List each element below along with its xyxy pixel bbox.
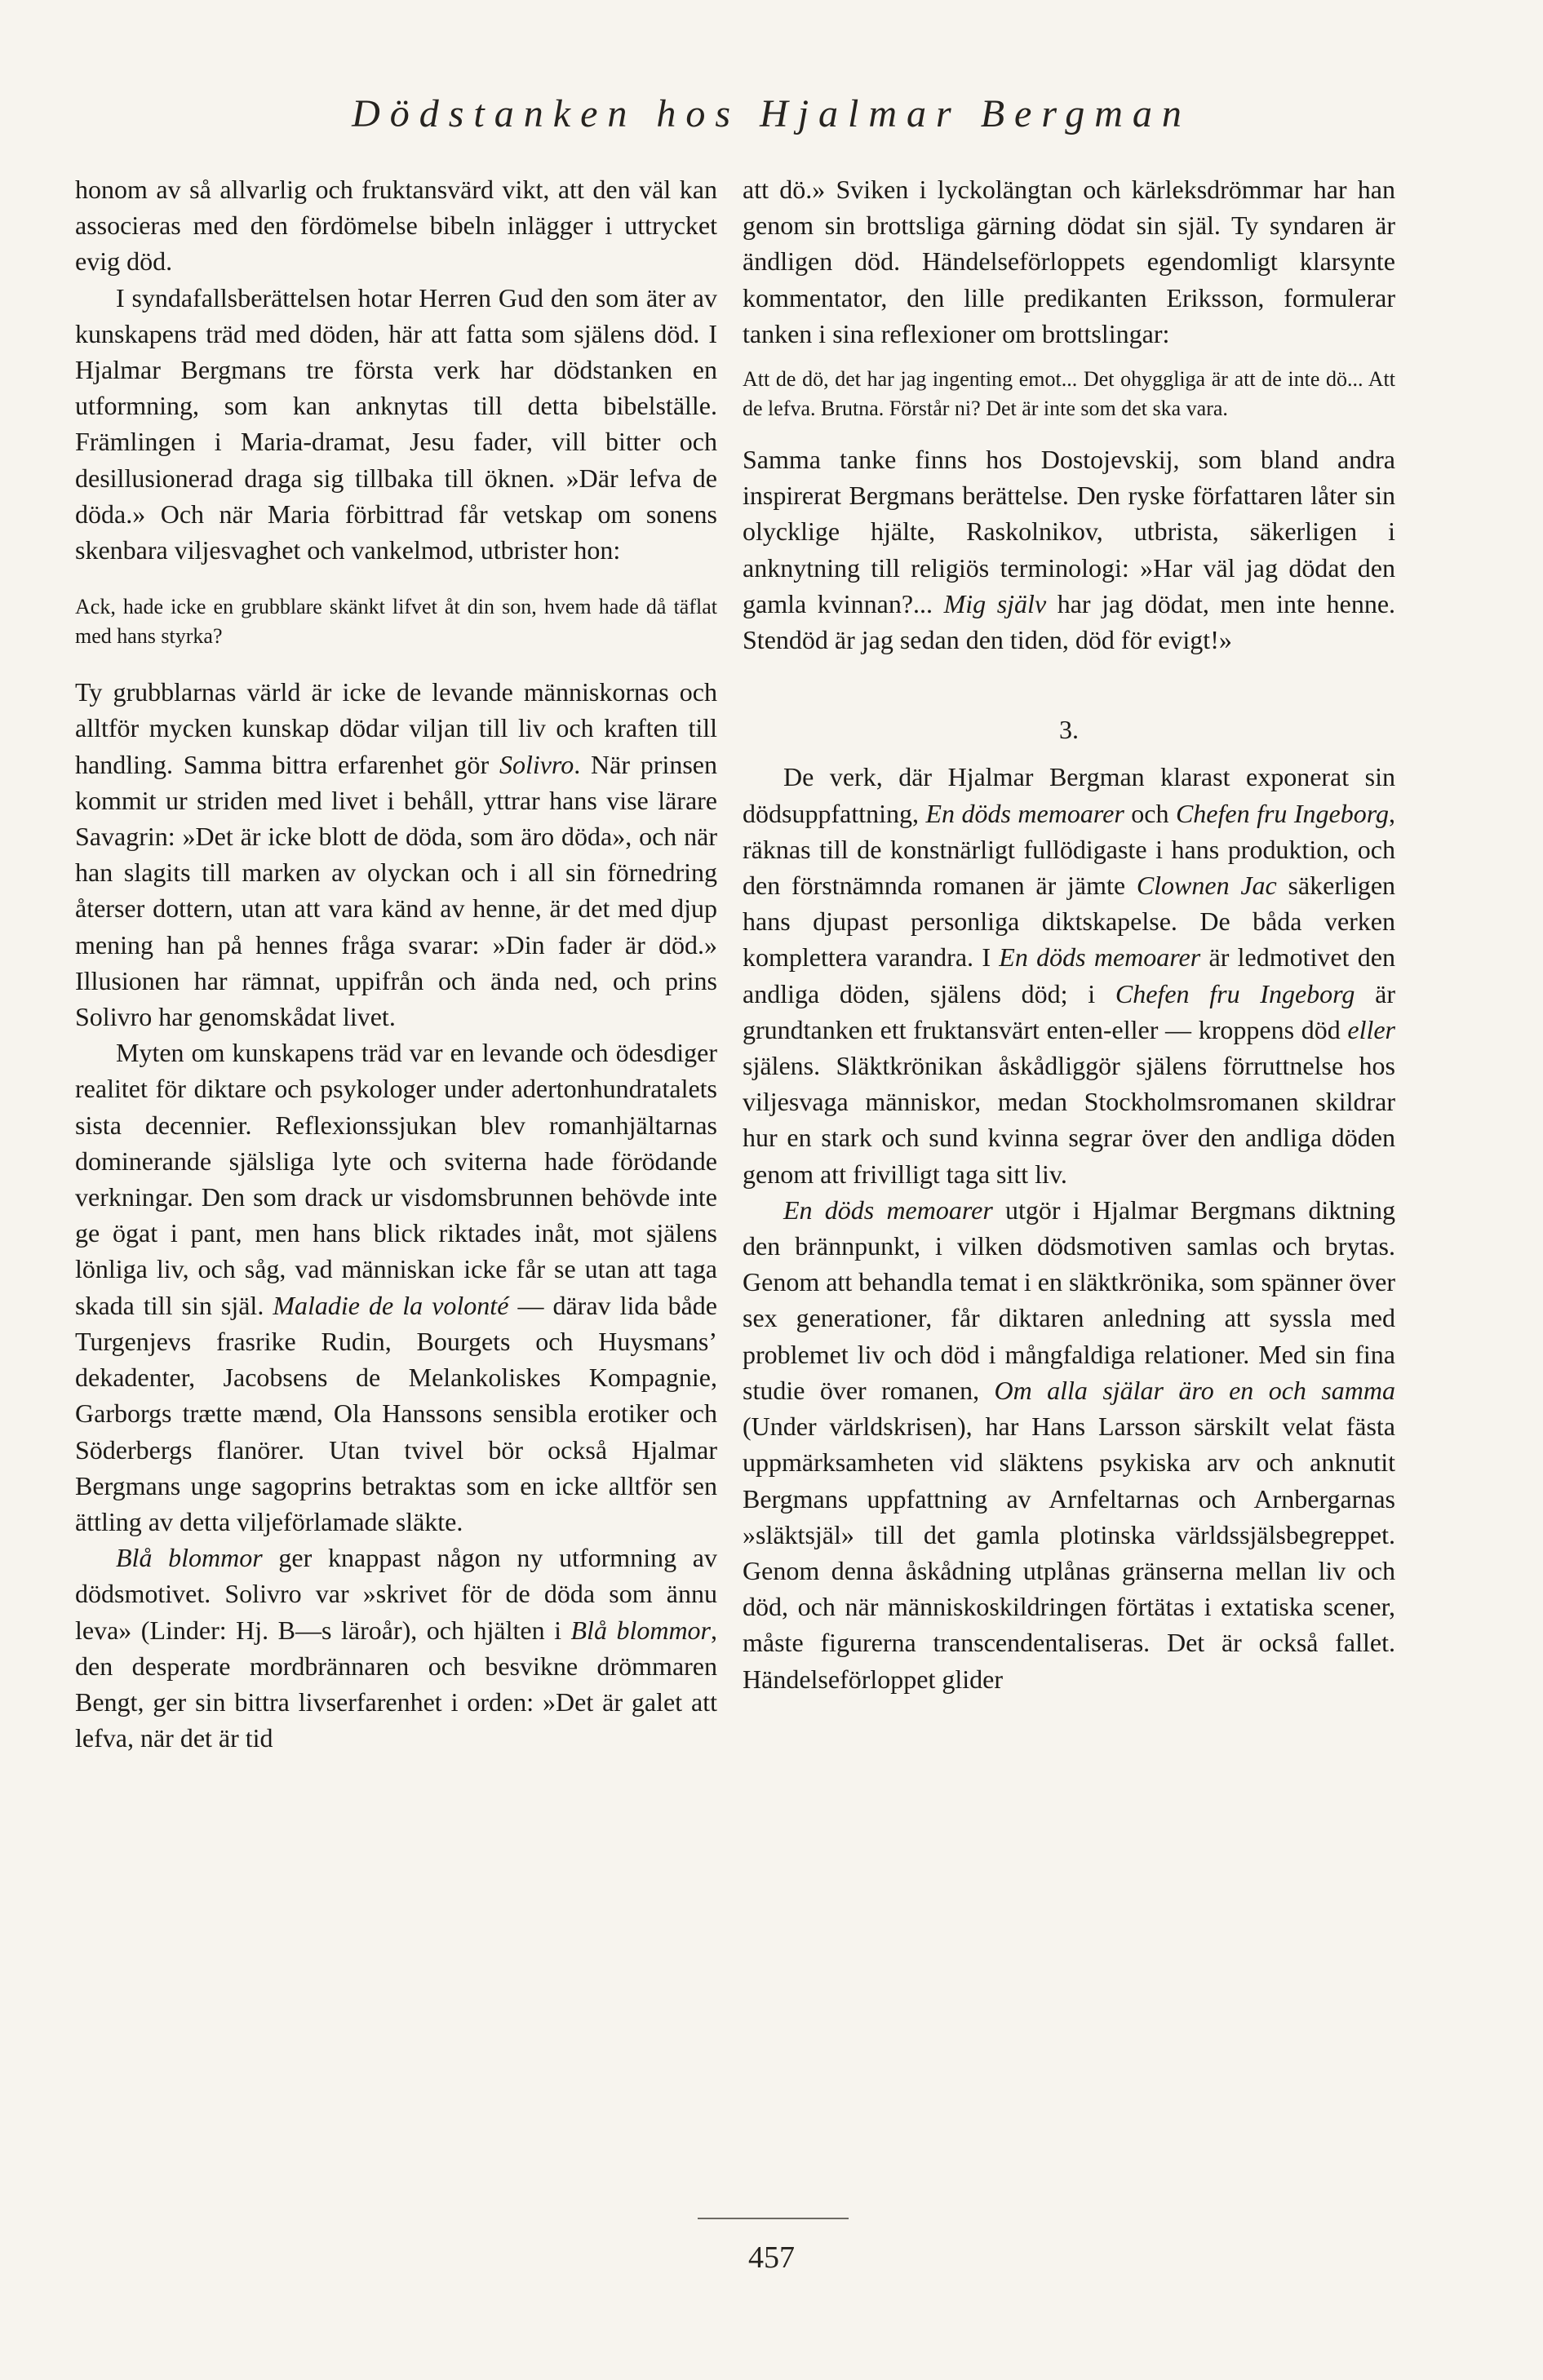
paragraph xyxy=(743,759,1395,1191)
paragraph xyxy=(743,1192,1395,1697)
left-column xyxy=(75,171,717,1756)
text-run: (Under världskrisen), har Hans Larsson särskilt velat fästa uppmärksamheten vid släktens psykiska arv och anknutit Bergmans uppfattning av Arnfeltarnas och Arnbergarnas »släktsjäl» till det gamla plotinska världssjälsbegreppet. Genom denna åskådning utplånas gränserna mellan liv och död, och när människoskildringen förtätas i extatiska scener, måste figurerna transcendentaliseras. Det är också fallet. Händelseförloppet glider xyxy=(743,1412,1395,1694)
paragraph: att dö.» Sviken i lyckolängtan och kärleksdrömmar har han genom sin brottsliga gärning dödat sin själ. Ty syndaren är ändligen död. Händelseförloppets egendomligt klarsynte kommentator, den lille predikanten Eriksson, formulerar tanken i sina reflexioner om brottslingar: xyxy=(743,175,1395,348)
text-run: är grundtanken ett fruktansvärt enten-eller — kroppens död xyxy=(743,978,1396,1044)
text-run: Ty grubblarnas värld är icke de levande människornas och alltför mycken kunskap dödar viljan till liv och kraften till handling. Samma bittra erfarenhet gör xyxy=(75,677,717,779)
text-run: De verk, där Hjalmar Bergman klarast exponerat sin dödsuppfattning, xyxy=(743,762,1395,828)
text-run: utgör i Hjalmar Bergmans diktning den brännpunkt, i vilken dödsmotiven samlas och brytas. Genom att behandla temat i en släktkrönika, som spänner över sex generationer, får diktaren anledning att syssla med problemet liv och död i mångfaldiga relationer. Med sin fina studie över romanen, xyxy=(743,1194,1395,1405)
block-quote: Att de dö, det har jag ingenting emot... Det ohyggliga är att de inte dö... Att de lefva. Brutna. Förstår ni? Det är inte som det ska vara. xyxy=(743,367,1395,421)
title-italic: En döds memoarer xyxy=(925,798,1124,828)
right-column xyxy=(743,171,1395,1697)
running-title: Dödstanken hos Hjalmar Bergman xyxy=(352,92,1191,135)
title-italic: Solivro xyxy=(499,749,574,779)
title-italic: Chefen fru Ingeborg xyxy=(1175,798,1390,828)
title-italic: En döds memoarer xyxy=(783,1194,993,1225)
phrase-italic: Mig själv xyxy=(943,588,1047,618)
title-italic: Blå blommor xyxy=(570,1615,712,1645)
phrase-italic: Maladie de la volonté xyxy=(273,1290,509,1320)
text-run: och xyxy=(1124,798,1176,828)
text-run: — därav lida både Turgenjevs frasrike Rudin, Bourgets och Huysmans’ dekadenter, Jacobsens de Melankoliskes Kompagnie, Garborgs trætte mænd, Ola Hanssons sensibla erotiker och Söderbergs flanörer. Utan tvivel bör också Hjalmar Bergmans unge sagoprins betraktas som en icke alltför sen ättling av detta viljeförlamade släkte. xyxy=(75,1290,718,1536)
text-run: , räknas till de konstnärligt fullödigaste i hans produktion, och den förstnämnda romanen är jämte xyxy=(743,798,1396,901)
title-italic: Chefen fru Ingeborg xyxy=(1115,978,1355,1008)
title-italic: Clownen Jac xyxy=(1136,871,1277,901)
text-run: . När prinsen kommit ur striden med livet i behåll, yttrar hans vise lärare Savagrin: »Det är icke blott de döda, som äro döda», och när han slagits till marken av olyckan och i all sin förnedring återser dottern, utan att vara känd av henne, är det med djup mening han på hennes fråga svarar: »Din fader är död.» Illusionen har rämnat, uppifrån och ända ned, och prins Solivro har genomskådat livet. xyxy=(75,749,718,1032)
text-run: säkerligen hans djupast personliga diktskapelse. De båda verken komplettera varandra. I xyxy=(743,871,1396,973)
paragraph xyxy=(75,674,717,1035)
text-run: ger knappast någon ny utformning av dödsmotivet. Solivro var »skrivet för de döda som ännu leva» (Linder: Hj. B—s läroår), och hjälten i xyxy=(75,1543,718,1645)
text-run: , den desperate mordbrännaren och besvikne drömmaren Bengt, ger sin bittra livserfarenhet i orden: »Det är galet att lefva, när det är tid xyxy=(75,1615,718,1753)
block-quote: Ack, hade icke en grubblare skänkt lifvet åt din son, hvem hade då täflat med hans styrka? xyxy=(75,595,717,649)
title-italic: En döds memoarer xyxy=(999,942,1201,973)
text-run: Myten om kunskapens träd var en levande och ödesdiger realitet för diktare och psykologer under adertonhundratalets sista decennier. Reflexionssjukan blev romanhjältarnas dominerande själsliga lyte och sviterna hade förödande verkningar. Den som drack ur visdomsbrunnen behövde inte ge ögat i pant, men hans blick riktades inåt, mot själens lönliga liv, och såg, vad människan icke får se utan att taga skada till sin själ. xyxy=(75,1038,717,1320)
paragraph: I syndafallsberättelsen hotar Herren Gud den som äter av kunskapens träd med döden, här att fatta som själens död. I Hjalmar Bergmans tre första verk har dödstanken en utformning, som kan anknytas till detta bibelställe. Främlingen i Maria-dramat, Jesu fader, vill bitter och desillusionerad draga sig tillbaka till öknen. »Där lefva de döda.» Och när Maria förbittrad får vetskap om sonens skenbara viljesvaghet och vankelmod, utbrister hon: xyxy=(75,282,717,565)
text-run: själens. Släktkrönikan åskådliggör själens förruttnelse hos viljesvaga människor, medan Stockholmsromanen skildrar hur en stark och sund kvinna segrar över den andliga döden genom att frivilligt taga sitt liv. xyxy=(743,1051,1395,1189)
section-number: 3. xyxy=(1059,715,1079,745)
page-number: 457 xyxy=(748,2240,795,2275)
text-run: är ledmotivet den andliga döden, själens död; i xyxy=(743,942,1396,1008)
paragraph xyxy=(75,1035,717,1540)
paragraph xyxy=(743,441,1395,658)
text-run: har jag dödat, men inte henne. Stendöd är jag sedan den tiden, död för evigt!» xyxy=(743,588,1396,655)
title-italic: Om alla själar äro en och samma xyxy=(994,1375,1396,1405)
title-italic: Blå blommor xyxy=(116,1543,263,1573)
paragraph xyxy=(75,1540,717,1756)
footer-rule xyxy=(698,2218,849,2219)
phrase-italic: eller xyxy=(1347,1014,1395,1044)
paragraph: honom av så allvarlig och fruktansvärd vikt, att den väl kan associeras med den fördömelse bibeln inlägger i uttrycket evig död. xyxy=(75,175,717,277)
text-run: Samma tanke finns hos Dostojevskij, som bland andra inspirerat Bergmans berättelse. Den ryske författaren låter sin olycklige hjälte, Raskolnikov, utbrista, säkerligen i anknytning till religiös terminologi: »Har väl jag dödat den gamla kvinnan?... xyxy=(743,445,1395,618)
